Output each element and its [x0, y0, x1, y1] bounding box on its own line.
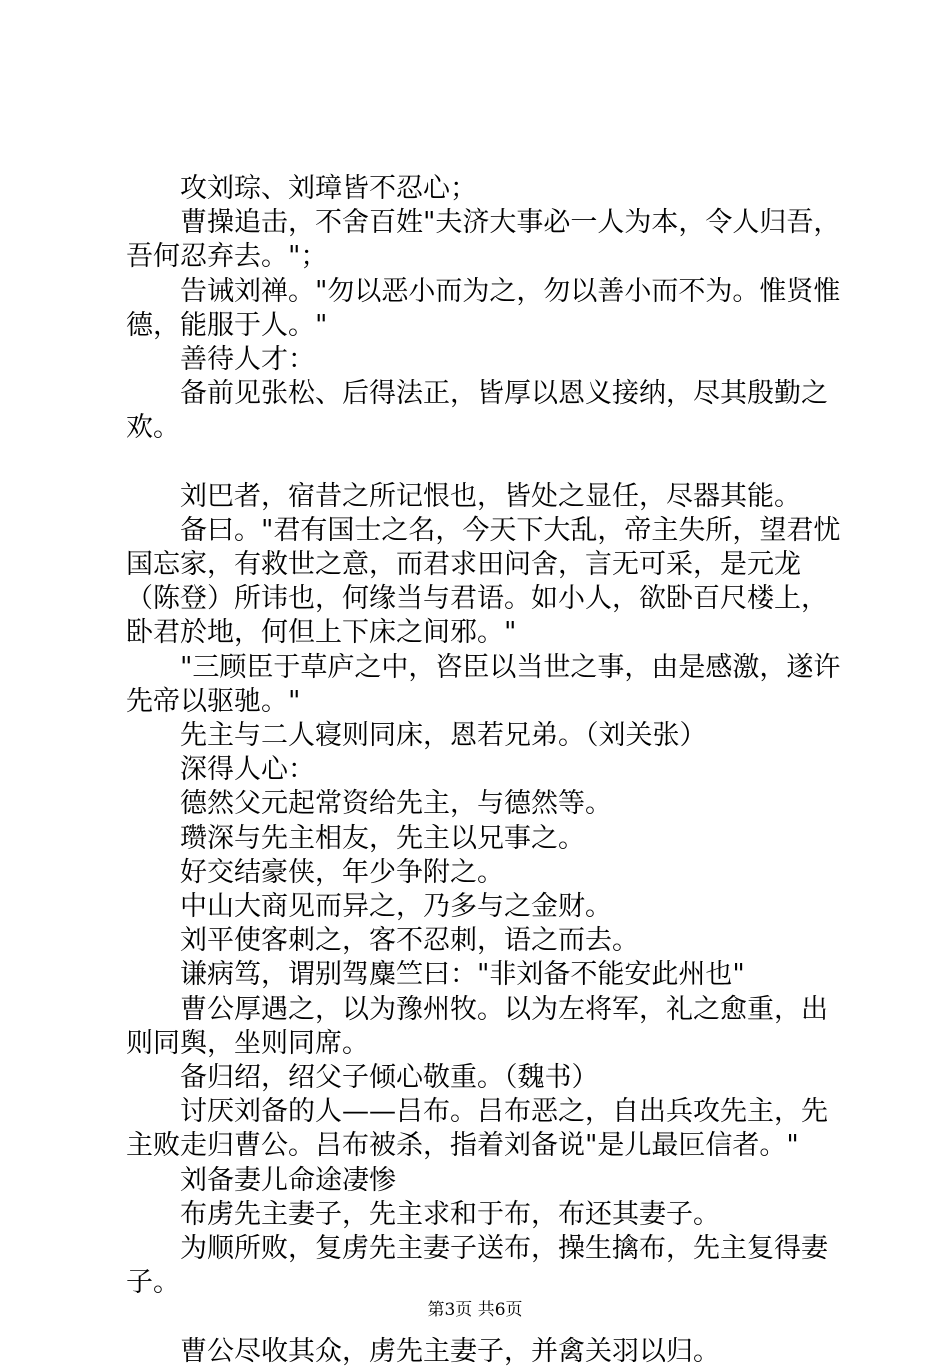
- paragraph: 瓒深与先主相友，先主以兄事之。: [180, 822, 585, 854]
- paragraph: 谦病笃，谓别驾麋竺曰："非刘备不能安此州也": [180, 959, 745, 991]
- paragraph: 好交结豪侠，年少争附之。: [180, 856, 504, 888]
- paragraph: 曹公尽收其众，虏先主妻子，并禽关羽以归。: [180, 1335, 720, 1367]
- paragraph: 备归绍，绍父子倾心敬重。（魏书）: [180, 1062, 599, 1094]
- paragraph: 告诫刘禅。"勿以恶小而为之，勿以善小而不为。惟贤惟德，能服于人。": [126, 275, 841, 341]
- paragraph: 善待人才：: [180, 344, 315, 376]
- paragraph: 备曰。"君有国士之名，今天下大乱，帝主失所，望君忧国忘家，有救世之意，而君求田问舍，言无可采，是元龙（陈登）所讳也，何缘当与君语。如小人，欲卧百尺楼上，卧君於地，何但上下床之间邪。": [126, 514, 841, 649]
- paragraph: 备前见张松、后得法正，皆厚以恩义接纳，尽其殷勤之欢。: [126, 378, 828, 444]
- page-footer: [0, 1300, 950, 1320]
- paragraph: 布虏先主妻子，先主求和于布，布还其妻子。: [180, 1198, 720, 1230]
- paragraph: 刘巴者，宿昔之所记恨也，皆处之显任，尽器其能。: [180, 480, 801, 512]
- paragraph: "三顾臣于草庐之中，咨臣以当世之事，由是感激，遂许先帝以驱驰。": [126, 651, 841, 717]
- paragraph: 中山大商见而异之，乃多与之金财。: [180, 891, 612, 923]
- paragraph: 刘备妻儿命途凄惨: [180, 1164, 396, 1196]
- paragraph: 曹公厚遇之，以为豫州牧。以为左将军，礼之愈重，出则同舆，坐则同席。: [126, 993, 828, 1059]
- paragraph: 先主与二人寝则同床，恩若兄弟。（刘关张）: [180, 720, 707, 752]
- paragraph: 德然父元起常资给先主，与德然等。: [180, 788, 612, 820]
- paragraph: 曹操追击，不舍百姓"夫济大事必一人为本，令人归吾，吾何忍弃去。"；: [126, 207, 841, 273]
- paragraph: 深得人心：: [180, 754, 315, 786]
- paragraph: 刘平使客刺之，客不忍刺，语之而去。: [180, 925, 639, 957]
- paragraph: 攻刘琮、刘璋皆不忍心；: [180, 173, 477, 204]
- paragraph: 为顺所败，复虏先主妻子送布，操生擒布，先主复得妻子。: [126, 1233, 828, 1299]
- document-body: [126, 172, 846, 1369]
- paragraph-spacer: [126, 446, 846, 480]
- page-number: 第3页 共6页: [427, 1300, 523, 1320]
- paragraph: 讨厌刘备的人——吕布。吕布恶之，自出兵攻先主，先主败走归曹公。吕布被杀，指着刘备说"是儿最叵信者。": [126, 1096, 828, 1162]
